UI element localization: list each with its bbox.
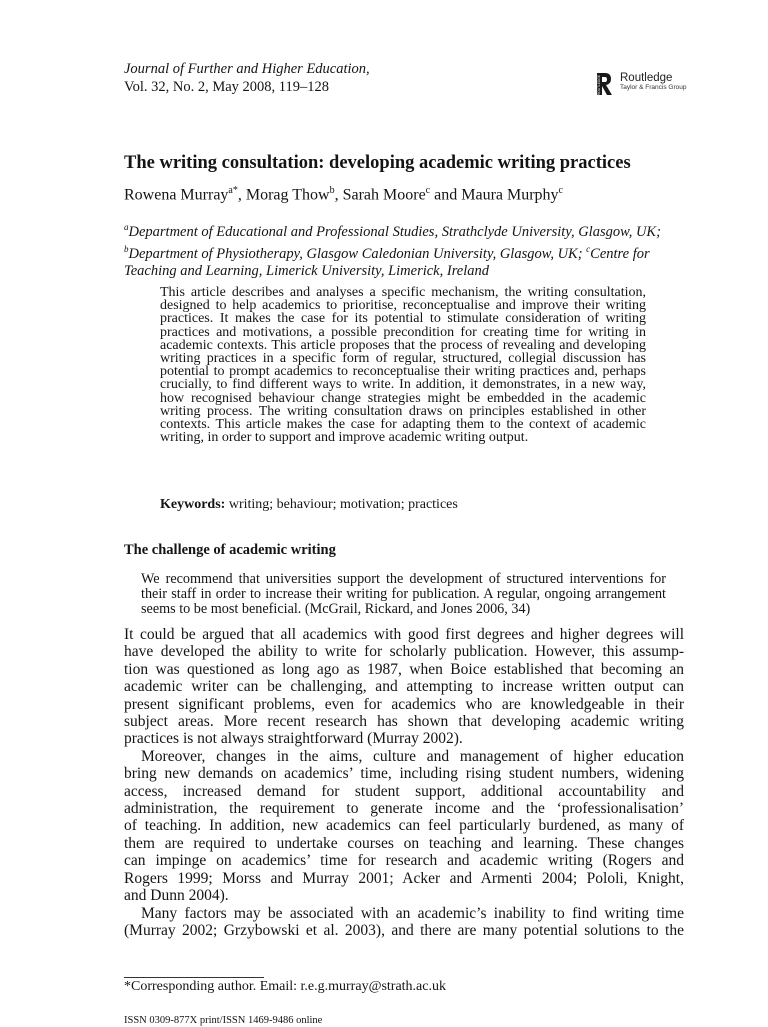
keywords-list: writing; behaviour; motivation; practices xyxy=(225,497,458,512)
body-line: Many factors may be associated with an academic’s inability to find writing time xyxy=(141,904,684,922)
body-line: It could be argued that all academics with good first degrees and higher degrees will xyxy=(124,626,684,643)
author-name: Sarah Moore xyxy=(342,186,426,204)
publisher-group: Taylor & Francis Group xyxy=(620,84,687,91)
body-line: can impinge on academics’ time for research and academic writing (Rogers and xyxy=(124,852,684,870)
journal-title: Journal of Further and Higher Education, xyxy=(124,61,370,77)
body-line: (Murray 2002; Grzybowski et al. 2003), and there are many potential solutions to the xyxy=(124,921,684,939)
author-name: Maura Murphy xyxy=(461,186,559,204)
body-line: bring new demands on academics’ time, including rising student numbers, widening xyxy=(124,765,684,783)
routledge-logo-icon xyxy=(594,72,614,96)
author-name: Morag Thow xyxy=(245,186,330,204)
publisher-name: Routledge xyxy=(620,72,673,84)
corresponding-author-footnote: *Corresponding author. Email: r.e.g.murray@strath.ac.uk xyxy=(124,979,446,994)
body-line: access, increased demand for student support, additional accountability and xyxy=(124,782,684,800)
body-text xyxy=(124,626,684,939)
body-line: tion was questioned as long ago as 1987, when Boice established that becoming an xyxy=(124,660,684,678)
logo-wordmark: ROUTLEDGE xyxy=(597,75,601,95)
body-line: administration, the requirement to generate income and the ‘professionalisation’ xyxy=(124,800,684,818)
article-title: The writing consultation: developing academic writing practices xyxy=(124,153,631,173)
affiliations: $^a$Department of Educational and Professional Studies, Strathclyde University, Glasgow, UK; $^b$Department of Physiotherapy, Glasgow Caledonian University, Glasgow, UK; $^c$Centre for Teaching and Learning, Limerick University, Limerick, Ireland xyxy=(124,219,664,280)
body-line: of teaching. In addition, new academics can feel particularly burdened, as many of xyxy=(124,817,684,835)
body-line: have developed the ability to write for scholarly publication. However, this assump- xyxy=(124,643,684,661)
body-line: and Dunn 2004). xyxy=(124,887,229,905)
affiliation-c-cont: Teaching and Learning, Limerick University, Limerick, Ireland xyxy=(124,262,490,279)
affiliation-c: Centre for xyxy=(590,245,650,262)
author-sup: a* xyxy=(228,185,238,196)
journal-citation: Vol. 32, No. 2, May 2008, 119–128 xyxy=(124,79,330,95)
journal-header xyxy=(124,60,370,96)
abstract: This article describes and analyses a specific mechanism, the writing consultation, designed to help academics to prioritise, reconceptualise and improve their writing practices. It makes the case for its potential to stimulate consideration of writing practices and motivations, a possible precondition for creating time for writing in academic contexts. This article proposes that the process of revealing and developing writing practices in a specific form of regular, structured, collegial discussion has potential to prompt academics to reconceptualise their writing practices and, perhaps crucially, to find different ways to write. In addition, it demonstrates, in a new way, how recognised behaviour change strategies might be embedded in the academic writing process. The writing consultation draws on principles established in other contexts. This article makes the case for adapting them to the context of academic writing, in order to support and improve academic writing output. xyxy=(160,285,646,446)
author-list: Rowena Murray$^{a*}$, Morag Thow$^b$, Sarah Moore$^c$ and Maura Murphy$^c$ xyxy=(124,185,563,204)
author-name: Rowena Murray xyxy=(124,186,229,204)
body-line: practices is not always straightforward (Murray 2002). xyxy=(124,730,463,748)
body-line: subject areas. More recent research has shown that developing academic writing xyxy=(124,713,684,731)
block-quote: We recommend that universities support the development of structured interventions for their staff in order to increase their writing for publication. A regular, ongoing arrangement seems to be most beneficial. (McGrail, Rickard, and Jones 2006, 34) xyxy=(141,571,666,618)
body-line: present significant problems, even for academics who are knowledgeable in their xyxy=(124,695,684,713)
keywords-label: Keywords: xyxy=(160,497,226,512)
affiliation-b: Department of Physiotherapy, Glasgow Caledonian University, Glasgow, UK; xyxy=(128,245,587,262)
body-line: Moreover, changes in the aims, culture and management of higher education xyxy=(141,747,684,765)
author-sup: b xyxy=(329,185,335,196)
author-sup: c xyxy=(425,185,431,196)
issn-line: ISSN 0309-877X print/ISSN 1469-9486 online xyxy=(124,1015,323,1026)
keywords xyxy=(160,497,458,513)
body-line: them are required to undertake courses on teaching and learning. These changes xyxy=(124,834,684,852)
affiliation-a: Department of Educational and Professional Studies, Strathclyde University, Glasgow, UK; xyxy=(128,223,661,240)
footnote-rule xyxy=(124,977,264,978)
body-line: academic writer can be challenging, and attempting to increase written output can xyxy=(124,678,684,696)
author-sup: c xyxy=(558,185,563,196)
publisher-logo xyxy=(594,72,686,96)
section-heading: The challenge of academic writing xyxy=(124,542,336,558)
body-line: Rogers 1999; Morss and Murray 2001; Acker and Armenti 2004; Pololi, Knight, xyxy=(124,869,684,887)
